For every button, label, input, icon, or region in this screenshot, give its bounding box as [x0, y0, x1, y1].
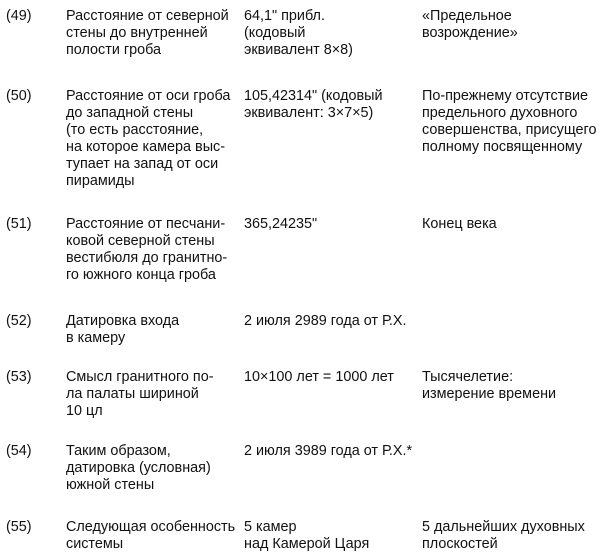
- row-value: 2 июля 3989 года от Р.Х.*: [244, 443, 413, 459]
- row-description: Датировка входа в камеру: [66, 313, 180, 346]
- row-meaning: Конец века: [422, 216, 497, 232]
- row-number: (53): [6, 369, 32, 385]
- row-value: 10×100 лет = 1000 лет: [244, 369, 394, 385]
- row-description: Следующая особенность системы: [66, 519, 236, 552]
- row-number: (49): [6, 8, 32, 24]
- row-description: Таким образом, датировка (условная) южной стены: [66, 443, 211, 493]
- row-meaning: Тысячелетие: измерение времени: [422, 369, 557, 402]
- row-number: (55): [6, 519, 32, 535]
- row-description: Смысл гранитного по- ла палаты шириной 10 цл: [66, 369, 214, 419]
- row-meaning: 5 дальнейших духовных плоскостей: [422, 519, 585, 552]
- row-value: 105,42314" (кодовый эквивалент: 3×7×5): [244, 88, 383, 121]
- row-number: (50): [6, 88, 32, 104]
- row-value: 2 июля 2989 года от Р.Х.: [244, 313, 407, 329]
- row-description: Расстояние от северной стены до внутренней полости гроба: [66, 8, 229, 58]
- row-number: (51): [6, 216, 32, 232]
- row-value: 365,24235": [244, 216, 318, 232]
- row-number: (52): [6, 313, 32, 329]
- row-description: Расстояние от песчани- ковой северной стены вестибюля до гранитно- го южного конца гроба: [66, 216, 228, 283]
- row-meaning: По-прежнему отсутствие предельного духовного совершенства, присущего полному посвященному: [422, 88, 597, 155]
- row-description: Расстояние от оси гроба до западной стены (то есть расстояние, на которое камера выс- тупает на запад от оси пирамиды: [66, 88, 231, 189]
- row-meaning: «Предельное возрождение»: [422, 8, 518, 41]
- row-value: 5 камер над Камерой Царя: [244, 519, 370, 552]
- row-number: (54): [6, 443, 32, 459]
- row-value: 64,1" прибл. (кодовый эквивалент 8×8): [244, 8, 353, 58]
